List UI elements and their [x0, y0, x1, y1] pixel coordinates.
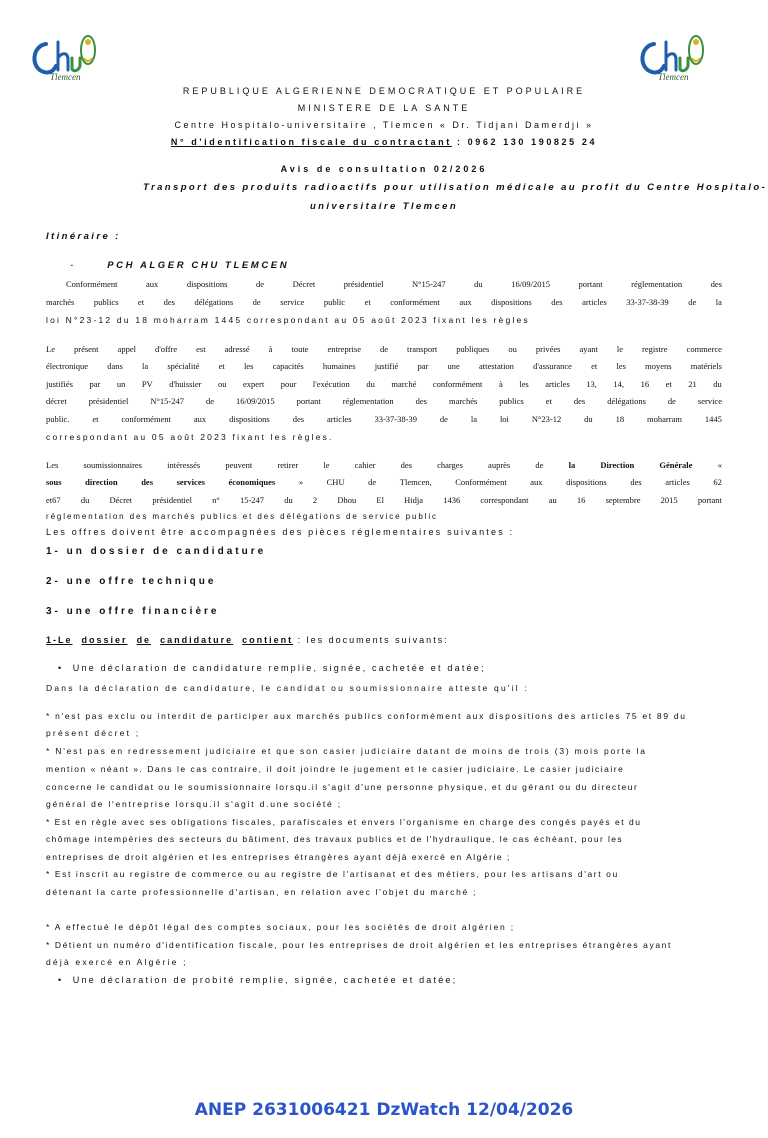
- word: et: [137, 297, 145, 307]
- word: ou: [217, 379, 227, 389]
- word: des: [141, 477, 153, 487]
- word: de: [252, 297, 261, 307]
- word: 13,: [586, 379, 597, 389]
- itinerary-label: Itinéraire :: [46, 231, 121, 242]
- word: appel: [117, 344, 136, 354]
- word: Conformément: [66, 279, 118, 289]
- word: adressé: [224, 344, 250, 354]
- word: El: [376, 495, 384, 505]
- word: n°: [212, 495, 220, 505]
- word: PV: [141, 379, 153, 389]
- word: ou: [508, 344, 517, 354]
- word: soumissionnaires: [83, 460, 142, 470]
- para3-line1: Les soumissionnaires intéressés peuvent retirer le cahier des charges auprès de la Direction Générale «: [46, 460, 722, 470]
- word: réglementation: [631, 279, 683, 289]
- word: sous: [46, 477, 62, 487]
- attest-2d: général de l'entreprise lorsqu.il s'agit d.une société ;: [46, 799, 342, 809]
- word: est: [196, 344, 206, 354]
- word: 1436: [443, 495, 461, 505]
- word: N°23-12: [531, 414, 562, 424]
- word: d'offre: [154, 344, 178, 354]
- word: d'assurance: [533, 361, 572, 371]
- word: des: [400, 460, 412, 470]
- word: cahier: [354, 460, 376, 470]
- word: peuvent: [225, 460, 253, 470]
- word: la: [568, 460, 576, 470]
- word: du: [284, 495, 293, 505]
- word: présidentiel: [152, 495, 192, 505]
- word: capacités: [272, 361, 304, 371]
- word: expert: [242, 379, 265, 389]
- para3-line2: [46, 477, 722, 487]
- word: auprès: [488, 460, 511, 470]
- footer-reference: ANEP 2631006421 DzWatch 12/04/2026: [194, 1100, 574, 1120]
- nif-value: : 0962 130 190825 24: [456, 137, 598, 147]
- attest-3: * Est en règle avec ses obligations fiscales, parafiscales et envers l'organisme en charge des congés payés et du: [46, 817, 642, 827]
- word: N°15-247: [150, 396, 184, 406]
- word: retirer: [277, 460, 299, 470]
- word: loi: [499, 414, 509, 424]
- word: de: [439, 414, 448, 424]
- word: 18: [615, 414, 625, 424]
- word: dispositions: [186, 279, 228, 289]
- word: 33-37-38-39: [374, 414, 417, 424]
- word: décret: [46, 396, 67, 406]
- word: Décret: [292, 279, 316, 289]
- word: aux: [459, 297, 472, 307]
- word: de: [368, 477, 377, 487]
- word: des: [573, 396, 586, 406]
- dossier-intro: Dans la déclaration de candidature, le candidat ou soumissionnaire atteste qu'il :: [46, 683, 530, 693]
- word: une: [447, 361, 460, 371]
- word: à: [268, 344, 273, 354]
- para2-line6: correspondant au 05 août 2023 fixant les règles.: [46, 432, 334, 442]
- list-item-financiere: 3- une offre financière: [46, 606, 220, 617]
- attest-4b: détenant la carte professionnelle d'artisan, en relation avec l'objet du marché ;: [46, 887, 478, 897]
- word: ayant: [579, 344, 598, 354]
- word: moharram: [647, 414, 682, 424]
- word: du: [366, 379, 375, 389]
- word: »: [298, 477, 304, 487]
- word: dispositions: [566, 477, 607, 487]
- word: Dhou: [337, 495, 357, 505]
- word: Conformément: [455, 477, 507, 487]
- word: Direction: [600, 460, 635, 470]
- word: attestation: [479, 361, 514, 371]
- dossier-heading: 1-Le dossier de candidature contient : les documents suivants:: [46, 635, 449, 645]
- word: aux: [530, 477, 543, 487]
- word: 2: [312, 495, 318, 505]
- word: les: [519, 379, 529, 389]
- word: marché: [391, 379, 417, 389]
- word: spécialité: [167, 361, 200, 371]
- word: 14,: [613, 379, 625, 389]
- word: justifié: [374, 361, 399, 371]
- word: transport: [407, 344, 438, 354]
- word: du: [474, 279, 483, 289]
- word: articles: [582, 297, 607, 307]
- para2-line2: [46, 361, 722, 371]
- word: un: [116, 379, 126, 389]
- word: et67: [46, 495, 61, 505]
- attest-3b: chômage intempéries des secteurs du bâtiment, des travaux publics et de l'hydraulique, le cas échéant, pour les: [46, 834, 624, 844]
- para2-line1: [46, 344, 722, 354]
- attest-2: * N'est pas en redressement judiciaire et que son casier judiciaire datant de moins de trois (3) mois porte la: [46, 746, 647, 756]
- word: présent: [73, 344, 99, 354]
- word: des: [415, 396, 427, 406]
- word: et: [218, 361, 225, 371]
- word: présidentiel: [88, 396, 129, 406]
- word: la: [141, 361, 149, 371]
- attest-1b: présent décret ;: [46, 728, 141, 738]
- word: 2015: [660, 495, 678, 505]
- attest-1: * n'est pas exclu ou interdit de participer aux marchés publics conformément aux dispositions des articles 75 et 89 du: [46, 711, 687, 721]
- word: Les: [46, 460, 59, 470]
- notice-subject-line1: Transport des produits radioactifs pour utilisation médicale au profit du Centre Hospitalo-: [143, 182, 768, 193]
- word: articles: [326, 414, 352, 424]
- word: 1445: [704, 414, 722, 424]
- word: direction: [85, 477, 118, 487]
- word: septembre: [605, 495, 641, 505]
- word: réglementation: [342, 396, 394, 406]
- attest-4: * Est inscrit au registre de commerce ou au registre de l'artisanat et des métiers, pour les artisans d'art ou: [46, 869, 619, 879]
- word: dispositions: [229, 414, 270, 424]
- word: portant: [578, 279, 603, 289]
- word: des: [163, 297, 175, 307]
- notice-title: Avis de consultation 02/2026: [280, 164, 488, 174]
- word: les: [616, 361, 626, 371]
- para2-line3: [46, 379, 722, 389]
- attest-2b: mention « néant ». Dans le cas contraire, il doit joindre le jugement et le casier judiciaire. Le casier judiciaire: [46, 764, 625, 774]
- word: des: [551, 297, 563, 307]
- word: Générale: [659, 460, 693, 470]
- word: marchés: [448, 396, 478, 406]
- word: la: [715, 297, 722, 307]
- word: public.: [46, 414, 70, 424]
- chu-logo-right: [636, 28, 706, 90]
- word: articles: [665, 477, 690, 487]
- word: CHU: [326, 477, 345, 487]
- para2-line5: [46, 414, 722, 424]
- word: 16/09/2015: [235, 396, 275, 406]
- word: des: [292, 414, 305, 424]
- itinerary-route-text: PCH ALGER CHU TLEMCEN: [107, 260, 290, 271]
- word: 15-247: [239, 495, 265, 505]
- para1-line3: loi N°23-12 du 18 moharram 1445 correspondant au 05 août 2023 fixant les règles: [46, 315, 530, 325]
- word: de: [205, 396, 214, 406]
- list-item-technique: 2- une offre technique: [46, 576, 217, 587]
- logo-city-text: Tlemcen: [50, 72, 81, 82]
- para3-line4: réglementation des marchés publics et des délégations de service public: [46, 512, 438, 521]
- word: les: [243, 361, 254, 371]
- word: aux: [193, 414, 207, 424]
- nif-label: N° d'identification fiscale du contractant: [170, 137, 452, 147]
- word: 16/09/2015: [511, 279, 550, 289]
- word: services: [176, 477, 205, 487]
- word: la: [470, 414, 477, 424]
- word: correspondant: [480, 495, 529, 505]
- attest-3c: entreprises de droit algérien et les entreprises étrangères ayant déjà exercé en Algérie ;: [46, 852, 511, 862]
- word: de: [667, 396, 676, 406]
- word: au: [548, 495, 557, 505]
- word: délégations: [607, 396, 646, 406]
- word: Le: [46, 344, 55, 354]
- word: et: [665, 379, 672, 389]
- word: par: [89, 379, 101, 389]
- hospital-heading: Centre Hospitalo-universitaire , Tlemcen « Dr. Tidjani Damerdji »: [174, 120, 594, 130]
- list-item-dossier: 1- un dossier de candidature: [46, 546, 267, 557]
- word: à: [498, 379, 503, 389]
- word: et: [545, 396, 552, 406]
- word: par: [417, 361, 429, 371]
- nif-line: [0, 137, 768, 147]
- chu-logo-left: [28, 28, 98, 90]
- para3-line3: [46, 495, 722, 505]
- word: intéressés: [167, 460, 201, 470]
- logo-city-text: Tlemcen: [658, 72, 689, 82]
- word: matériels: [690, 361, 722, 371]
- word: publics: [93, 297, 119, 307]
- word: 16: [576, 495, 586, 505]
- attest-6: * Détient un numéro d'identification fiscale, pour les entreprises de droit algérien et les entreprises étrangères ayant: [46, 940, 672, 950]
- word: électronique: [46, 361, 89, 371]
- word: 16: [640, 379, 650, 389]
- ministry-heading: MINISTERE DE LA SANTE: [297, 103, 471, 113]
- word: économiques: [228, 477, 276, 487]
- word: pour: [280, 379, 297, 389]
- word: registre: [642, 344, 668, 354]
- para3-line5: Les offres doivent être accompagnées des pièces réglementaires suivantes :: [46, 527, 515, 537]
- word: portant: [296, 396, 321, 406]
- word: publiques: [456, 344, 490, 354]
- word: service: [697, 396, 722, 406]
- word: du: [584, 414, 593, 424]
- word: du: [80, 495, 90, 505]
- word: d'huissier: [169, 379, 202, 389]
- word: entreprise: [327, 344, 361, 354]
- word: conformément: [121, 414, 171, 424]
- word: de: [256, 279, 265, 289]
- word: publics: [499, 396, 524, 406]
- word: 62: [713, 477, 722, 487]
- word: des: [710, 279, 722, 289]
- word: de: [535, 460, 544, 470]
- attest-2c: concerne le candidat ou le soumissionnaire lorsqu.il s'agit d'une personne physique, et du gérant ou du directeur: [46, 782, 639, 792]
- bullet-candidature: • Une déclaration de candidature remplie, signée, cachetée et datée;: [58, 663, 486, 673]
- word: Hidja: [404, 495, 424, 505]
- word: Tlemcen,: [399, 477, 432, 487]
- word: de: [688, 297, 697, 307]
- republic-heading: REPUBLIQUE ALGERIENNE DEMOCRATIQUE ET POPULAIRE: [182, 86, 586, 96]
- word: conformément: [432, 379, 483, 389]
- word: le: [616, 344, 624, 354]
- bullet-probite: • Une déclaration de probité remplie, signée, cachetée et datée;: [58, 975, 458, 985]
- word: 33-37-38-39: [626, 297, 669, 307]
- word: portant: [697, 495, 722, 505]
- para1-line1: [66, 279, 722, 289]
- notice-subject-line2: universitaire Tlemcen: [309, 201, 459, 212]
- word: aux: [146, 279, 159, 289]
- word: l'exécution: [312, 379, 350, 389]
- word: justifiés: [46, 379, 73, 389]
- word: présidentiel: [343, 279, 384, 289]
- word: du: [713, 379, 722, 389]
- word: Décret: [109, 495, 133, 505]
- itinerary-route: - PCH ALGER CHU TLEMCEN: [70, 260, 290, 271]
- word: N°15-247: [412, 279, 446, 289]
- word: service: [280, 297, 305, 307]
- word: moyens: [645, 361, 672, 371]
- word: et: [92, 414, 99, 424]
- para1-line2: [46, 297, 722, 307]
- word: délégations: [194, 297, 234, 307]
- word: humaines: [322, 361, 356, 371]
- word: charges: [437, 460, 463, 470]
- word: articles: [545, 379, 570, 389]
- word: 21: [688, 379, 697, 389]
- attest-6b: déjà exercé en Algérie ;: [46, 957, 188, 967]
- word: dispositions: [491, 297, 532, 307]
- word: de: [380, 344, 389, 354]
- attest-5: * A effectué le dépôt légal des comptes sociaux, pour les sociétés de droit algérien ;: [46, 922, 515, 932]
- word: le: [323, 460, 330, 470]
- word: privées: [535, 344, 561, 354]
- para2-line4: [46, 396, 722, 406]
- word: et: [591, 361, 598, 371]
- word: dans: [107, 361, 123, 371]
- word: marchés: [46, 297, 75, 307]
- word: des: [630, 477, 642, 487]
- word: conformément: [390, 297, 440, 307]
- word: toute: [291, 344, 309, 354]
- word: et: [364, 297, 371, 307]
- word: public: [323, 297, 346, 307]
- word: commerce: [686, 344, 722, 354]
